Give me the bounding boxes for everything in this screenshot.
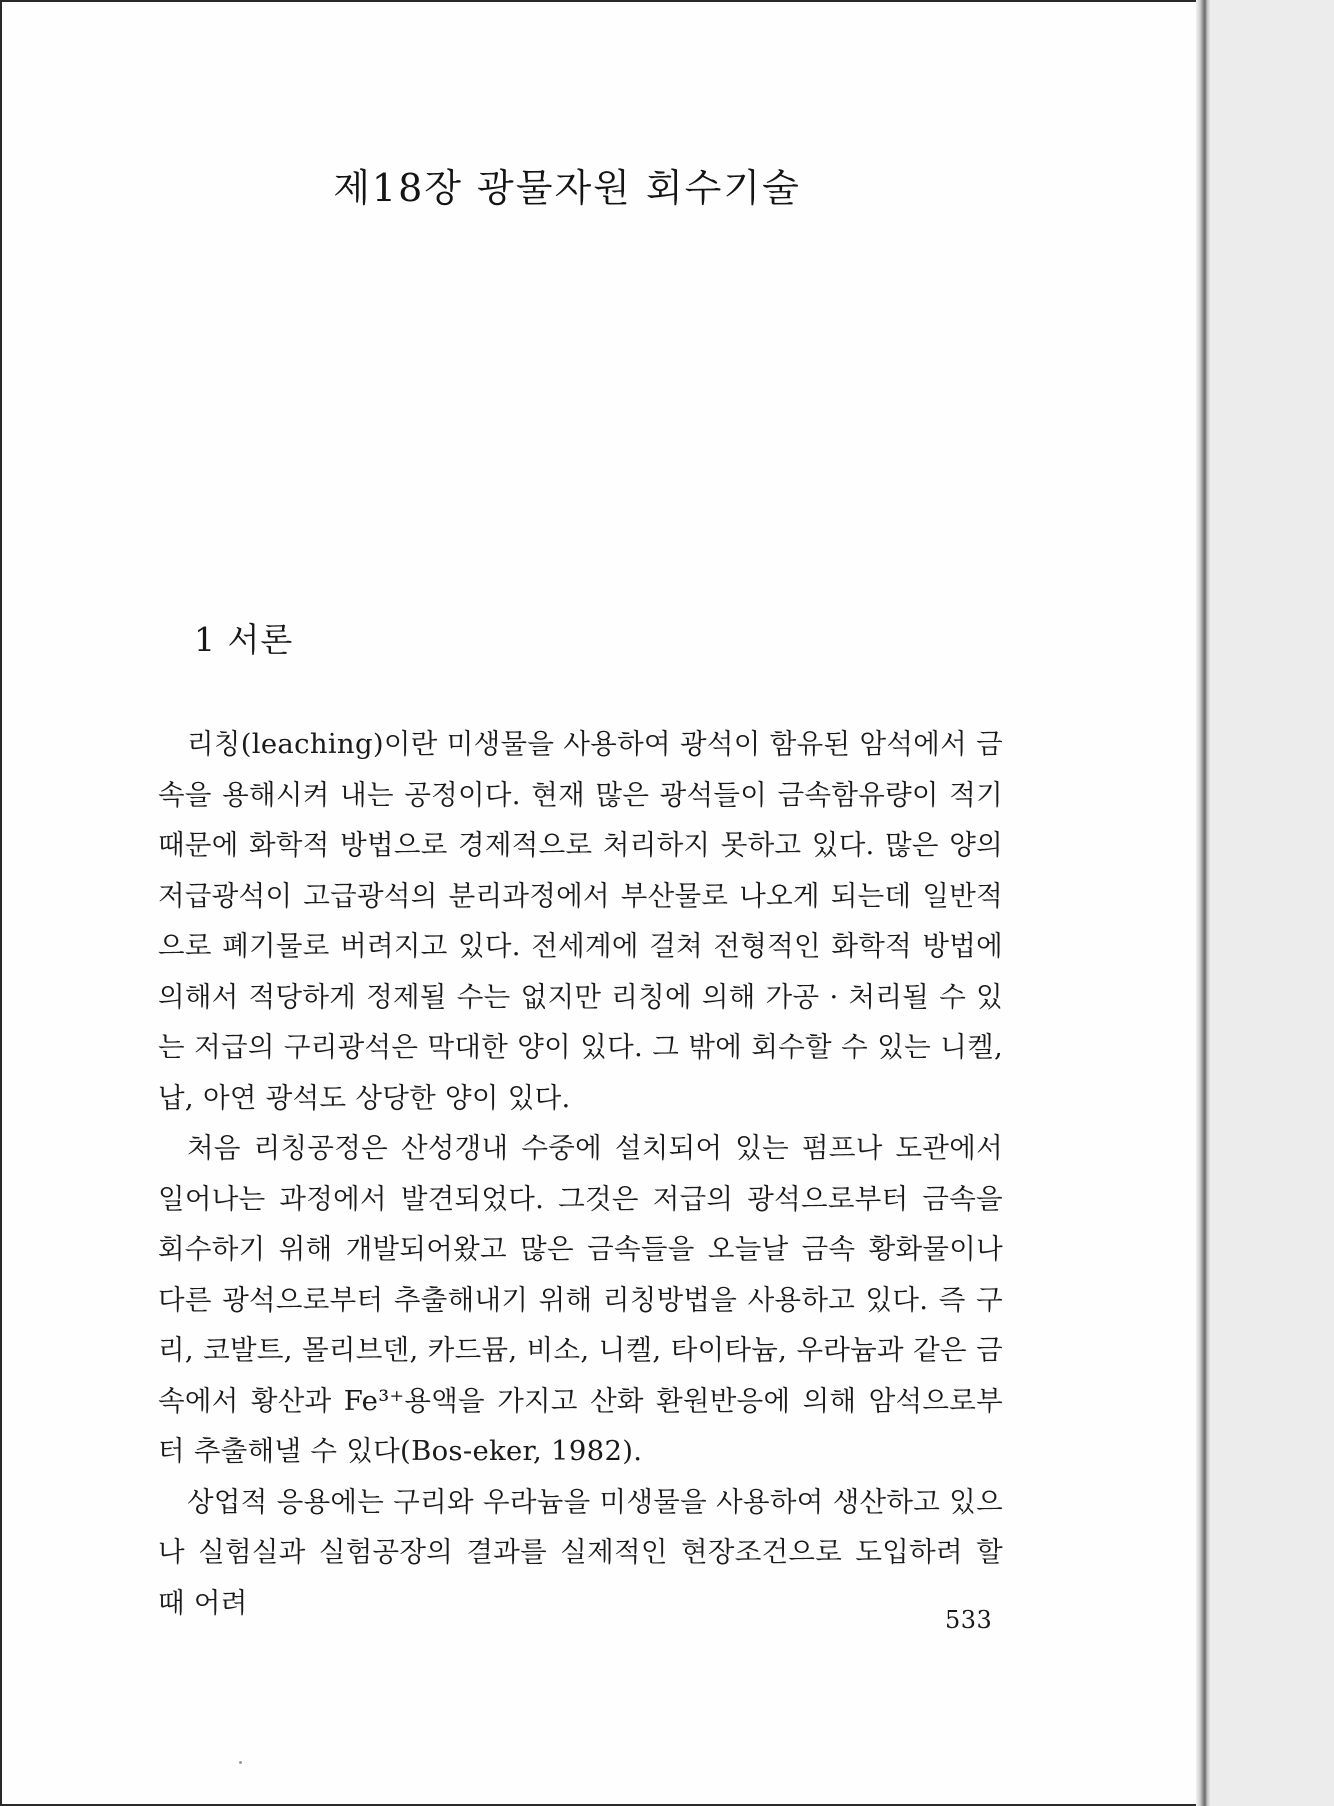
page-edge-shadow <box>1196 0 1210 1806</box>
page-number: 533 <box>945 1606 993 1634</box>
body-text <box>158 719 1003 1628</box>
paragraph: 상업적 응용에는 구리와 우라늄을 미생물을 사용하여 생산하고 있으나 실험실과 실험공장의 결과를 실제적인 현장조건으로 도입하려 할 때 어려 <box>158 1485 1003 1619</box>
scan-speck <box>239 1761 242 1764</box>
section-heading: 1 서론 <box>194 620 294 659</box>
paragraph: 리칭(leaching)이란 미생물을 사용하여 광석이 함유된 암석에서 금속을 용해시켜 내는 공정이다. 현재 많은 광석들이 금속함유량이 적기 때문에 화학적 방법으로 경제적으로 처리하지 못하고 있다. 많은 양의 저급광석이 고급광석의 분리과정에서 부산물로 나오게 되는데 일반적으로 폐기물로 버려지고 있다. 전세계에 걸쳐 전형적인 화학적 방법에 의해서 적당하게 정제될 수는 없지만 리칭에 의해 가공 · 처리될 수 있는 저급의 구리광석은 막대한 양이 있다. 그 밖에 회수할 수 있는 니켈, 납, 아연 광석도 상당한 양이 있다. <box>158 728 1003 1114</box>
paragraph: 처음 리칭공정은 산성갱내 수중에 설치되어 있는 펌프나 도관에서 일어나는 과정에서 발견되었다. 그것은 저급의 광석으로부터 금속을 회수하기 위해 개발되어왔고 많은 금속들을 오늘날 금속 황화물이나 다른 광석으로부터 추출해내기 위해 리칭방법을 사용하고 있다. 즉 구리, 코발트, 몰리브덴, 카드뮴, 비소, 니켈, 타이타늄, 우라늄과 같은 금속에서 황산과 Fe³⁺용액을 가지고 산화 환원반응에 의해 암석으로부터 추출해낼 수 있다(Bos-eker, 1982). <box>158 1132 1003 1467</box>
chapter-title: 제18장 광물자원 회수기술 <box>333 166 801 210</box>
